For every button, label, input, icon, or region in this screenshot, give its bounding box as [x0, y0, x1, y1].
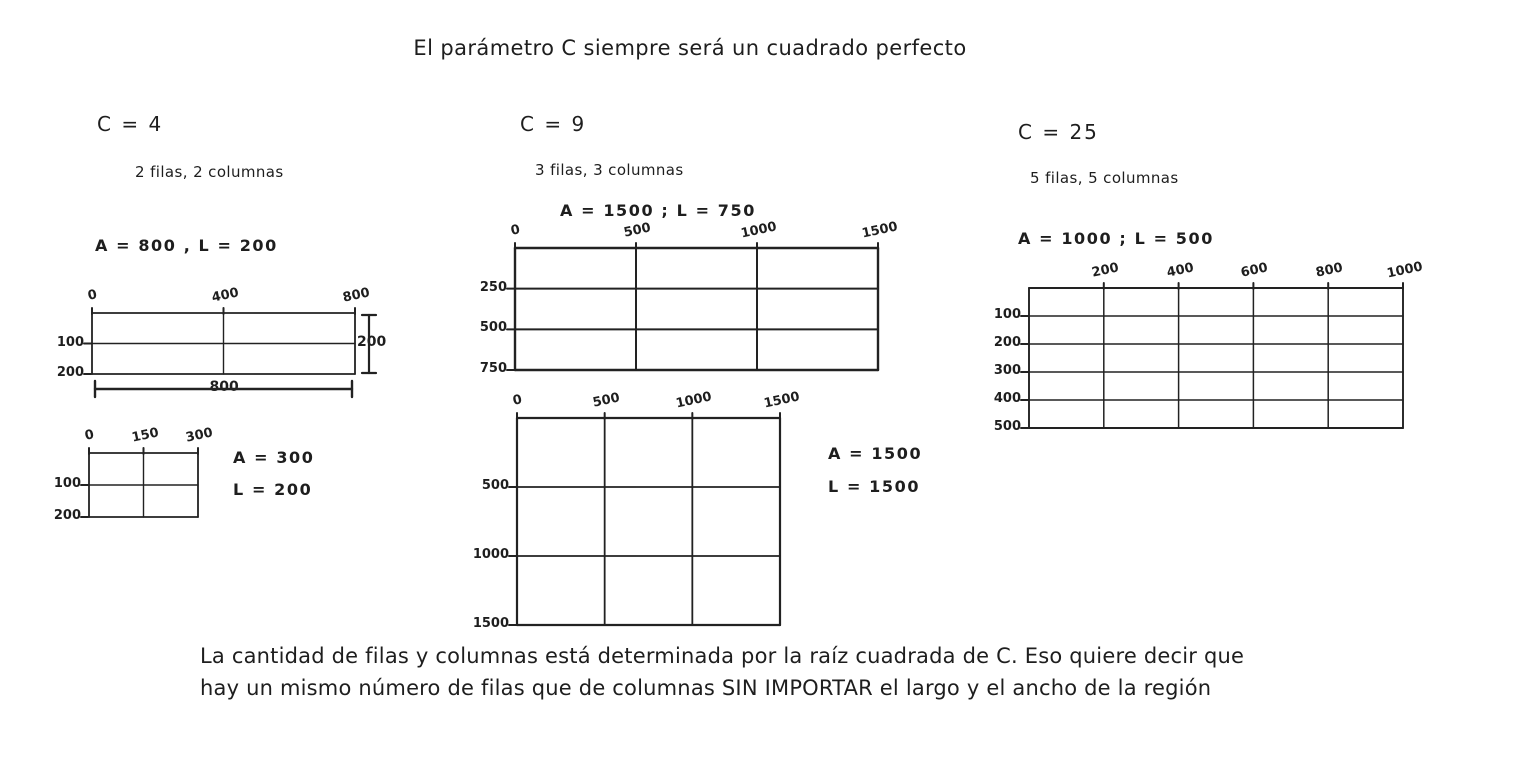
x-tick-label: 300 — [184, 425, 215, 446]
y-tick-label: 250 — [479, 279, 507, 295]
y-tick-label: 200 — [56, 365, 84, 380]
y-tick-label: 500 — [479, 320, 507, 336]
x-tick-label: 400 — [1165, 260, 1195, 281]
x-tick-label: 150 — [130, 425, 160, 446]
grid-svg — [89, 453, 198, 517]
section-c4-heading: C = 4 — [97, 112, 164, 136]
x-tick-label: 400 — [210, 285, 240, 306]
y-tick-label: 500 — [481, 478, 509, 493]
section-c25-heading: C = 25 — [1018, 120, 1099, 144]
x-tick-label: 800 — [341, 285, 372, 306]
grid-figure-c25 — [993, 259, 1425, 434]
y-tick-label: 1500 — [472, 616, 509, 631]
x-tick-label: 0 — [509, 222, 522, 239]
x-tick-label: 1500 — [860, 219, 900, 242]
figure-c4-main-label: A = 800 , L = 200 — [95, 236, 278, 255]
grid-figure-c4-small — [53, 425, 215, 523]
footer-text-line1: La cantidad de filas y columnas está determinada por la raíz cuadrada de C. Eso quiere decir que — [200, 644, 1245, 668]
x-tick-label: 0 — [511, 392, 524, 409]
grid-svg — [92, 313, 355, 374]
grid-figure-c9-square — [472, 389, 802, 631]
height-measure-label: 200 — [353, 334, 390, 350]
x-tick-label: 800 — [1314, 260, 1345, 281]
x-tick-label: 500 — [622, 220, 653, 241]
y-tick-label: 200 — [993, 335, 1021, 350]
x-tick-label: 600 — [1239, 260, 1270, 281]
y-tick-label: 300 — [993, 363, 1021, 378]
width-measure-label: 800 — [206, 379, 243, 395]
figure-c9-square-label-a: A = 1500 — [828, 444, 923, 463]
footer-text-line2: hay un mismo número de filas que de columnas SIN IMPORTAR el largo y el ancho de la región — [200, 676, 1212, 700]
grid-svg — [1029, 288, 1403, 428]
x-tick-label: 1500 — [762, 389, 802, 412]
grid-svg — [517, 418, 780, 625]
figure-c9-wide-label: A = 1500 ; L = 750 — [560, 201, 756, 220]
x-tick-label: 0 — [86, 287, 99, 304]
section-c9-heading: C = 9 — [520, 112, 587, 136]
figure-c9-square-label-l: L = 1500 — [828, 477, 921, 496]
figure-c25-label: A = 1000 ; L = 500 — [1018, 229, 1214, 248]
grid-svg — [515, 248, 878, 370]
x-tick-label: 1000 — [739, 219, 779, 242]
y-tick-label: 100 — [56, 334, 84, 350]
figure-c4-small-label-a: A = 300 — [233, 448, 315, 467]
page-title: El parámetro C siempre será un cuadrado perfecto — [413, 36, 967, 60]
y-tick-label: 100 — [53, 476, 81, 491]
figure-c4-small-label-l: L = 200 — [233, 480, 313, 499]
section-c4-subheading: 2 filas, 2 columnas — [135, 163, 284, 181]
x-tick-label: 200 — [1090, 260, 1120, 281]
y-tick-label: 200 — [53, 508, 81, 523]
grid-figure-c9-wide — [479, 219, 900, 376]
section-c25-subheading: 5 filas, 5 columnas — [1030, 169, 1179, 187]
x-tick-label: 0 — [83, 427, 96, 444]
y-tick-label: 1000 — [472, 547, 509, 562]
y-tick-label: 400 — [993, 391, 1021, 406]
x-tick-label: 1000 — [674, 389, 714, 412]
y-tick-label: 750 — [479, 361, 507, 376]
section-c9-subheading: 3 filas, 3 columnas — [535, 161, 684, 179]
x-tick-label: 1000 — [1385, 259, 1425, 282]
y-tick-label: 500 — [993, 419, 1021, 434]
grid-figure-c4-main — [56, 285, 387, 395]
x-tick-label: 500 — [591, 390, 621, 411]
y-tick-label: 100 — [993, 307, 1021, 322]
